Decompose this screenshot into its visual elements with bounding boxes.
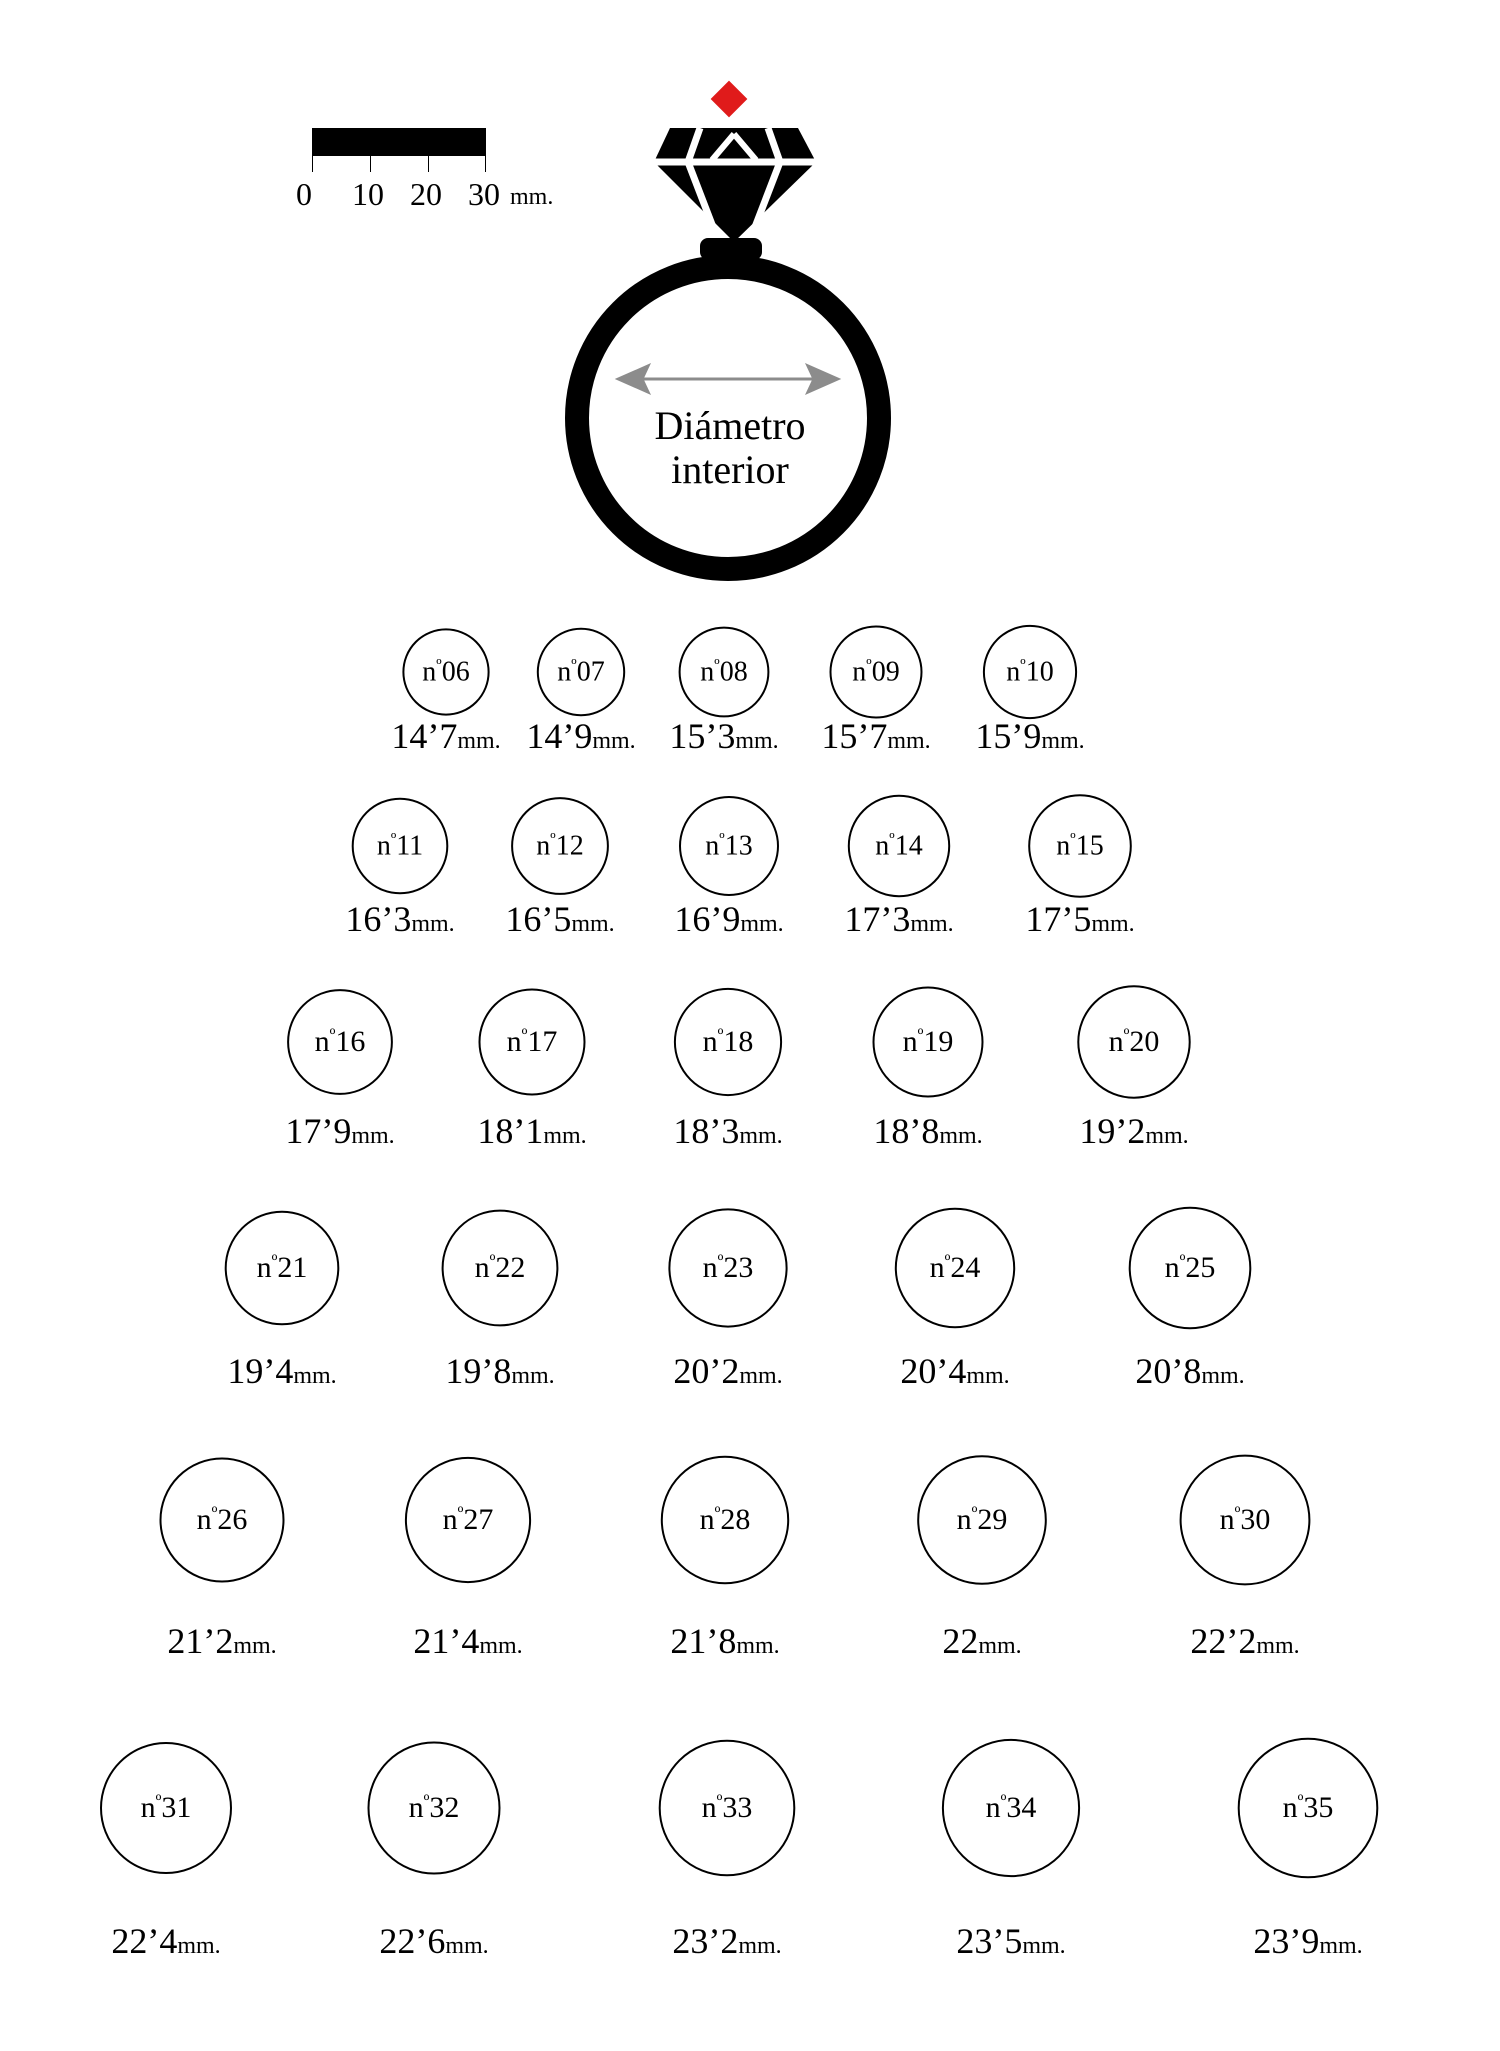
size-prefix: n <box>1219 1503 1235 1537</box>
size-number-30 <box>1220 1503 1271 1537</box>
size-diameter-unit: mm. <box>740 911 784 937</box>
size-prefix: n <box>852 656 867 688</box>
size-diameter-33 <box>672 1920 781 1962</box>
size-diameter-unit: mm. <box>233 1633 277 1659</box>
size-diameter-unit: mm. <box>293 1363 337 1389</box>
size-diameter-value: 15’7 <box>821 716 888 756</box>
size-number-15 <box>1056 830 1103 863</box>
size-number-25 <box>1165 1251 1216 1285</box>
size-diameter-unit: mm. <box>177 1933 221 1959</box>
size-diameter-unit: mm. <box>739 1363 783 1389</box>
size-diameter-unit: mm. <box>910 911 954 937</box>
size-number-value: 28 <box>720 1503 751 1537</box>
size-number-20 <box>1109 1025 1160 1059</box>
size-diameter-unit: mm. <box>457 728 501 754</box>
size-prefix-ordinal: º <box>1179 1250 1186 1272</box>
size-number-value: 18 <box>723 1025 754 1059</box>
size-diameter-09 <box>821 715 930 757</box>
size-diameter-value: 17’3 <box>844 899 911 939</box>
size-diameter-27 <box>413 1620 522 1662</box>
size-prefix-ordinal: º <box>155 1790 162 1812</box>
size-diameter-28 <box>670 1620 779 1662</box>
size-prefix: n <box>1006 656 1021 688</box>
size-prefix: n <box>985 1791 1001 1825</box>
size-number-value: 32 <box>429 1791 460 1825</box>
size-number-value: 12 <box>555 830 584 862</box>
size-diameter-value: 21’4 <box>413 1621 480 1661</box>
size-prefix-ordinal: º <box>1123 1024 1130 1046</box>
size-prefix: n <box>314 1025 330 1059</box>
size-number-07 <box>557 656 604 689</box>
size-number-value: 29 <box>977 1503 1008 1537</box>
size-diameter-value: 16’3 <box>345 899 412 939</box>
size-prefix: n <box>700 656 715 688</box>
size-prefix-ordinal: º <box>436 655 442 675</box>
size-diameter-unit: mm. <box>736 1633 780 1659</box>
size-diameter-16 <box>285 1110 394 1152</box>
size-diameter-34 <box>956 1920 1065 1962</box>
size-diameter-08 <box>669 715 778 757</box>
size-diameter-value: 22’2 <box>1190 1621 1257 1661</box>
size-number-value: 17 <box>527 1025 558 1059</box>
size-prefix: n <box>702 1251 718 1285</box>
size-number-13 <box>705 830 752 863</box>
scale-tick-label: 30 <box>468 176 500 212</box>
size-prefix: n <box>705 830 720 862</box>
size-diameter-value: 16’5 <box>505 899 572 939</box>
size-prefix-ordinal: º <box>329 1024 336 1046</box>
size-diameter-20 <box>1079 1110 1188 1152</box>
size-prefix: n <box>1282 1791 1298 1825</box>
size-diameter-value: 16’9 <box>674 899 741 939</box>
size-diameter-value: 23’9 <box>1253 1921 1320 1961</box>
size-diameter-value: 22’6 <box>379 1921 446 1961</box>
size-number-33 <box>702 1791 753 1825</box>
size-prefix: n <box>140 1791 156 1825</box>
size-number-32 <box>409 1791 460 1825</box>
size-number-value: 20 <box>1129 1025 1160 1059</box>
size-number-10 <box>1006 656 1053 689</box>
size-diameter-unit: mm. <box>592 728 636 754</box>
size-number-18 <box>703 1025 754 1059</box>
size-prefix: n <box>702 1025 718 1059</box>
size-diameter-35 <box>1253 1920 1362 1962</box>
size-diameter-unit: mm. <box>351 1123 395 1149</box>
size-diameter-unit: mm. <box>887 728 931 754</box>
size-number-11 <box>377 830 423 863</box>
size-prefix-ordinal: º <box>1020 655 1026 675</box>
size-number-value: 21 <box>277 1251 308 1285</box>
size-prefix-ordinal: º <box>521 1024 528 1046</box>
size-number-28 <box>700 1503 751 1537</box>
size-diameter-value: 18’3 <box>673 1111 740 1151</box>
size-diameter-value: 14’9 <box>526 716 593 756</box>
size-diameter-unit: mm. <box>1041 728 1085 754</box>
size-prefix-ordinal: º <box>423 1790 430 1812</box>
size-diameter-13 <box>674 898 783 940</box>
size-prefix-ordinal: º <box>1070 829 1076 849</box>
size-prefix-ordinal: º <box>271 1250 278 1272</box>
size-diameter-unit: mm. <box>543 1123 587 1149</box>
scale-tick-label: 20 <box>410 176 442 212</box>
size-diameter-unit: mm. <box>966 1363 1010 1389</box>
size-prefix-ordinal: º <box>390 829 397 849</box>
size-number-value: 15 <box>1075 830 1104 862</box>
size-number-value: 09 <box>871 656 900 688</box>
size-number-value: 30 <box>1240 1503 1271 1537</box>
size-diameter-unit: mm. <box>411 911 455 937</box>
size-diameter-15 <box>1025 898 1134 940</box>
size-number-value: 16 <box>335 1025 366 1059</box>
size-number-34 <box>986 1791 1037 1825</box>
size-number-value: 24 <box>950 1251 981 1285</box>
size-number-06 <box>422 656 469 689</box>
size-diameter-21 <box>227 1350 336 1392</box>
size-prefix: n <box>1164 1251 1180 1285</box>
size-prefix-ordinal: º <box>717 1250 724 1272</box>
size-prefix: n <box>536 830 551 862</box>
size-number-value: 13 <box>724 830 753 862</box>
size-number-17 <box>507 1025 558 1059</box>
size-diameter-11 <box>345 898 454 940</box>
size-diameter-unit: mm. <box>735 728 779 754</box>
size-prefix: n <box>956 1503 972 1537</box>
ring-illustration <box>577 81 879 569</box>
size-prefix: n <box>701 1791 717 1825</box>
size-diameter-value: 19’8 <box>445 1351 512 1391</box>
size-diameter-unit: mm. <box>978 1633 1022 1659</box>
inner-diameter-label-line2: interior <box>671 447 789 492</box>
size-diameter-07 <box>526 715 635 757</box>
size-prefix-ordinal: º <box>944 1250 951 1272</box>
size-prefix-ordinal: º <box>211 1502 218 1524</box>
size-diameter-32 <box>379 1920 488 1962</box>
size-diameter-value: 19’4 <box>227 1351 294 1391</box>
size-prefix-ordinal: º <box>716 1790 723 1812</box>
size-prefix: n <box>929 1251 945 1285</box>
size-prefix: n <box>902 1025 918 1059</box>
size-number-value: 26 <box>217 1503 248 1537</box>
size-number-14 <box>875 830 922 863</box>
size-prefix: n <box>557 656 572 688</box>
size-number-08 <box>700 656 747 689</box>
size-number-value: 35 <box>1303 1791 1334 1825</box>
size-diameter-14 <box>844 898 953 940</box>
size-diameter-value: 17’9 <box>285 1111 352 1151</box>
size-diameter-23 <box>673 1350 782 1392</box>
size-diameter-unit: mm. <box>1091 911 1135 937</box>
size-number-23 <box>703 1251 754 1285</box>
size-diameter-value: 20’4 <box>900 1351 967 1391</box>
size-diameter-06 <box>391 715 500 757</box>
size-prefix: n <box>422 656 437 688</box>
size-diameter-unit: mm. <box>1256 1633 1300 1659</box>
size-prefix-ordinal: º <box>719 829 725 849</box>
size-prefix: n <box>256 1251 272 1285</box>
size-diameter-value: 20’8 <box>1135 1351 1202 1391</box>
size-diameter-22 <box>445 1350 554 1392</box>
size-diameter-unit: mm. <box>511 1363 555 1389</box>
size-number-12 <box>536 830 583 863</box>
size-number-09 <box>852 656 899 689</box>
size-diameter-value: 21’2 <box>167 1621 234 1661</box>
diamond-icon <box>654 128 816 260</box>
size-diameter-value: 14’7 <box>391 716 458 756</box>
size-diameter-unit: mm. <box>738 1933 782 1959</box>
size-diameter-value: 22’4 <box>111 1921 178 1961</box>
size-diameter-26 <box>167 1620 276 1662</box>
size-diameter-31 <box>111 1920 220 1962</box>
size-prefix: n <box>1108 1025 1124 1059</box>
size-number-value: 06 <box>441 656 470 688</box>
size-prefix-ordinal: º <box>1297 1790 1304 1812</box>
size-prefix: n <box>875 830 890 862</box>
gem-accent-icon <box>711 81 748 118</box>
size-prefix-ordinal: º <box>917 1024 924 1046</box>
size-diameter-19 <box>873 1110 982 1152</box>
scale-labels <box>296 176 616 216</box>
size-prefix-ordinal: º <box>971 1502 978 1524</box>
size-diameter-12 <box>505 898 614 940</box>
size-diameter-unit: mm. <box>1022 1933 1066 1959</box>
size-diameter-value: 18’1 <box>477 1111 544 1151</box>
size-prefix-ordinal: º <box>866 655 872 675</box>
size-diameter-value: 20’2 <box>673 1351 740 1391</box>
size-diameter-unit: mm. <box>939 1123 983 1149</box>
size-number-value: 27 <box>463 1503 494 1537</box>
size-diameter-17 <box>477 1110 586 1152</box>
size-prefix: n <box>442 1503 458 1537</box>
size-diameter-unit: mm. <box>739 1123 783 1149</box>
size-prefix: n <box>699 1503 715 1537</box>
size-number-value: 23 <box>723 1251 754 1285</box>
size-prefix: n <box>506 1025 522 1059</box>
size-number-29 <box>957 1503 1008 1537</box>
size-number-value: 34 <box>1006 1791 1037 1825</box>
size-prefix-ordinal: º <box>1000 1790 1007 1812</box>
scale-unit-label: mm. <box>510 184 554 210</box>
size-prefix-ordinal: º <box>714 1502 721 1524</box>
size-diameter-29 <box>942 1620 1021 1662</box>
size-number-31 <box>141 1791 192 1825</box>
size-number-value: 33 <box>722 1791 753 1825</box>
size-number-value: 10 <box>1025 656 1054 688</box>
size-prefix: n <box>196 1503 212 1537</box>
size-number-value: 14 <box>894 830 923 862</box>
size-diameter-unit: mm. <box>479 1633 523 1659</box>
size-number-value: 19 <box>923 1025 954 1059</box>
size-prefix-ordinal: º <box>457 1502 464 1524</box>
size-prefix-ordinal: º <box>550 829 556 849</box>
size-number-27 <box>443 1503 494 1537</box>
size-diameter-value: 23’2 <box>672 1921 739 1961</box>
size-diameter-unit: mm. <box>445 1933 489 1959</box>
size-prefix-ordinal: º <box>571 655 577 675</box>
size-number-24 <box>930 1251 981 1285</box>
size-diameter-value: 22 <box>942 1621 979 1661</box>
size-number-22 <box>475 1251 526 1285</box>
size-prefix-ordinal: º <box>489 1250 496 1272</box>
size-diameter-25 <box>1135 1350 1244 1392</box>
size-prefix: n <box>1056 830 1071 862</box>
size-diameter-value: 15’3 <box>669 716 736 756</box>
size-diameter-30 <box>1190 1620 1299 1662</box>
size-number-value: 31 <box>161 1791 192 1825</box>
inner-diameter-label-line1: Diámetro <box>654 403 806 448</box>
size-prefix: n <box>376 830 391 862</box>
size-number-value: 11 <box>396 830 424 862</box>
size-diameter-unit: mm. <box>1319 1933 1363 1959</box>
size-number-value: 08 <box>719 656 748 688</box>
size-diameter-unit: mm. <box>1145 1123 1189 1149</box>
size-number-value: 25 <box>1185 1251 1216 1285</box>
size-diameter-unit: mm. <box>1201 1363 1245 1389</box>
size-diameter-value: 19’2 <box>1079 1111 1146 1151</box>
size-diameter-value: 18’8 <box>873 1111 940 1151</box>
size-number-value: 22 <box>495 1251 526 1285</box>
scale-tick-label: 0 <box>296 176 312 212</box>
size-prefix-ordinal: º <box>889 829 895 849</box>
size-diameter-value: 15’9 <box>975 716 1042 756</box>
size-diameter-18 <box>673 1110 782 1152</box>
scale-bar <box>312 128 486 172</box>
size-prefix-ordinal: º <box>1234 1502 1241 1524</box>
size-diameter-value: 23’5 <box>956 1921 1023 1961</box>
size-number-19 <box>903 1025 954 1059</box>
size-prefix: n <box>474 1251 490 1285</box>
size-prefix-ordinal: º <box>717 1024 724 1046</box>
scale-tick-label: 10 <box>352 176 384 212</box>
size-diameter-value: 17’5 <box>1025 899 1092 939</box>
size-diameter-24 <box>900 1350 1009 1392</box>
size-number-21 <box>257 1251 308 1285</box>
size-prefix-ordinal: º <box>714 655 720 675</box>
diameter-arrow-icon <box>616 364 840 394</box>
size-number-16 <box>315 1025 366 1059</box>
size-diameter-unit: mm. <box>571 911 615 937</box>
size-diameter-10 <box>975 715 1084 757</box>
size-number-value: 07 <box>576 656 605 688</box>
size-diameter-value: 21’8 <box>670 1621 737 1661</box>
size-number-26 <box>197 1503 248 1537</box>
size-number-35 <box>1283 1791 1334 1825</box>
inner-diameter-label <box>570 404 890 492</box>
size-prefix: n <box>408 1791 424 1825</box>
